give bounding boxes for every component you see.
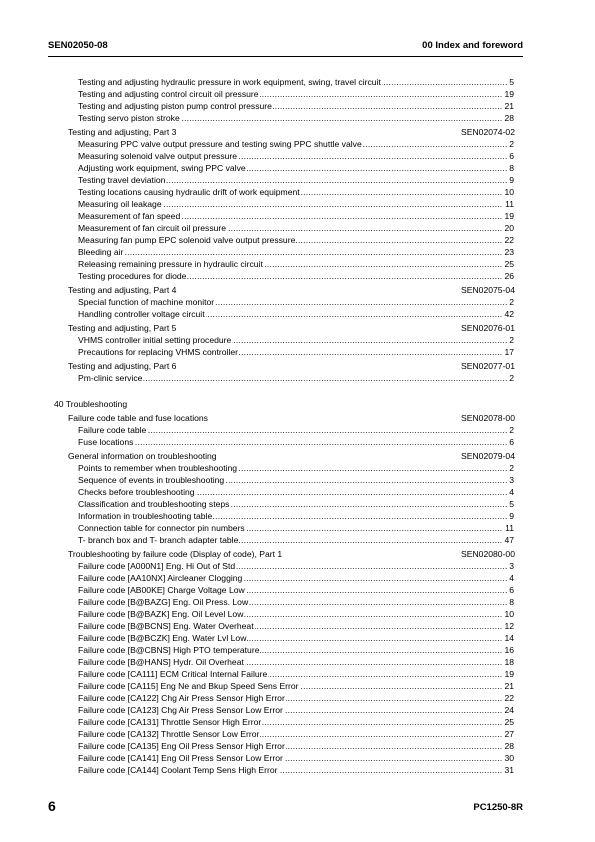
toc-doc-code: SEN02080-00 [461, 549, 515, 559]
toc-entry [78, 100, 514, 112]
toc-title: Handling controller voltage circuit [78, 309, 205, 319]
toc-page: 2 [509, 139, 514, 149]
toc-page: 3 [509, 475, 514, 485]
toc-entry [78, 424, 514, 436]
toc-page: 6 [509, 437, 514, 447]
toc-entry [78, 752, 514, 764]
toc-entry [78, 692, 514, 704]
toc-title: Testing travel deviation [78, 175, 166, 185]
toc-page: 12 [504, 621, 514, 631]
toc-title: Testing and adjusting, Part 3 [68, 127, 177, 137]
toc-entry [78, 308, 514, 320]
toc-title: Failure code [CA141] Eng Oil Press Sensor Low Error [78, 753, 283, 763]
leader-dots [78, 436, 514, 448]
toc-title: General information on troubleshooting [68, 451, 217, 461]
page-number: 6 [48, 798, 56, 814]
toc-title: Precautions for replacing VHMS controller [78, 347, 239, 357]
toc-entry [78, 88, 514, 100]
toc-page: 5 [509, 77, 514, 87]
toc-entry [78, 486, 514, 498]
toc-title: Failure code [CA115] Eng Ne and Bkup Speed Sens Error [78, 681, 299, 691]
toc-page: 31 [504, 765, 514, 775]
toc-title: Fuse locations [78, 437, 134, 447]
toc-page: 23 [504, 247, 514, 257]
toc-doc-code: SEN02074-02 [461, 127, 515, 137]
toc-page: 19 [504, 211, 514, 221]
toc-entry [78, 138, 514, 150]
toc-title: Testing and adjusting hydraulic pressure in work equipment, swing, travel circuit [78, 77, 381, 87]
toc-title: Testing servo piston stroke [78, 113, 180, 123]
table-of-contents [0, 76, 595, 776]
toc-page: 20 [504, 223, 514, 233]
toc-page: 22 [504, 693, 514, 703]
toc-page: 2 [509, 463, 514, 473]
toc-entry [78, 608, 514, 620]
toc-entry [78, 474, 514, 486]
toc-entry [78, 534, 514, 546]
toc-entry [78, 334, 514, 346]
toc-title: Measuring fan pump EPC solenoid valve output pressure [78, 235, 296, 245]
toc-section [68, 360, 515, 372]
toc-doc-code: SEN02075-04 [461, 285, 515, 295]
toc-page: 9 [509, 511, 514, 521]
toc-title: Measuring PPC valve output pressure and testing swing PPC shuttle valve [78, 139, 362, 149]
toc-title: T- branch box and T- branch adapter table [78, 535, 239, 545]
toc-title: Testing and adjusting control circuit oil pressure [78, 89, 259, 99]
toc-page: 16 [504, 645, 514, 655]
toc-page: 30 [504, 753, 514, 763]
toc-title: Sequence of events in troubleshooting [78, 475, 225, 485]
toc-page: 21 [504, 681, 514, 691]
toc-title: Special function of machine monitor [78, 297, 215, 307]
toc-page: 11 [505, 199, 514, 209]
toc-title: Measuring oil leakage [78, 199, 162, 209]
toc-entry [78, 716, 514, 728]
toc-page: 10 [504, 187, 514, 197]
toc-title: Failure code [AB00KE] Charge Voltage Low [78, 585, 245, 595]
toc-entry [78, 346, 514, 358]
toc-title: Failure code [CA144] Coolant Temp Sens High Error [78, 765, 278, 775]
header-rule [48, 56, 523, 57]
toc-title: VHMS controller initial setting procedure [78, 335, 232, 345]
toc-chapter [54, 398, 354, 410]
toc-title: 40 Troubleshooting [54, 399, 128, 409]
toc-title: Failure code [B@HANS] Hydr. Oil Overheat [78, 657, 244, 667]
toc-title: Failure code [CA123] Chg Air Press Sensor Low Error [78, 705, 283, 715]
toc-entry [78, 222, 514, 234]
toc-doc-code: SEN02077-01 [461, 361, 515, 371]
toc-section [68, 450, 515, 462]
toc-section [68, 126, 515, 138]
toc-entry [78, 632, 514, 644]
toc-title: Failure code table [78, 425, 147, 435]
toc-entry [78, 522, 514, 534]
section-title: 00 Index and foreword [422, 40, 523, 51]
toc-entry [78, 462, 514, 474]
toc-page: 19 [504, 89, 514, 99]
toc-entry [78, 498, 514, 510]
toc-title: Failure code [B@BCNS] Eng. Water Overheat [78, 621, 254, 631]
toc-entry [78, 186, 514, 198]
toc-page: 14 [504, 633, 514, 643]
toc-page: 3 [509, 561, 514, 571]
toc-title: Testing locations causing hydraulic drift of work equipment [78, 187, 300, 197]
toc-doc-code: SEN02079-04 [461, 451, 515, 461]
toc-section [68, 548, 515, 560]
toc-title: Measurement of fan circuit oil pressure [78, 223, 227, 233]
toc-entry [78, 584, 514, 596]
toc-entry [78, 704, 514, 716]
toc-entry [78, 112, 514, 124]
toc-title: Adjusting work equipment, swing PPC valve [78, 163, 246, 173]
toc-title: Testing and adjusting, Part 6 [68, 361, 177, 371]
toc-page: 21 [504, 101, 514, 111]
toc-entry [78, 246, 514, 258]
toc-page: 11 [505, 523, 514, 533]
toc-entry [78, 258, 514, 270]
toc-doc-code: SEN02078-00 [461, 413, 515, 423]
model-code: PC1250-8R [473, 802, 523, 813]
toc-title: Failure code [B@BCZK] Eng. Water Lvl Low [78, 633, 247, 643]
toc-title: Failure code [CA111] ECM Critical Internal Failure [78, 669, 268, 679]
toc-page: 26 [504, 271, 514, 281]
toc-title: Failure code [B@BAZK] Eng. Oil Level Low [78, 609, 244, 619]
toc-title: Failure code [CA132] Throttle Sensor Low Error [78, 729, 260, 739]
toc-title: Pm-clinic service [78, 373, 143, 383]
toc-page: 8 [509, 597, 514, 607]
toc-entry [78, 372, 514, 384]
toc-page: 27 [504, 729, 514, 739]
toc-entry [78, 150, 514, 162]
toc-section [68, 412, 515, 424]
toc-page: 8 [509, 163, 514, 173]
toc-title: Failure code table and fuse locations [68, 413, 208, 423]
toc-page: 17 [504, 347, 514, 357]
toc-title: Classification and troubleshooting steps [78, 499, 230, 509]
toc-page: 25 [504, 259, 514, 269]
toc-entry [78, 680, 514, 692]
toc-page: 28 [504, 741, 514, 751]
toc-entry [78, 740, 514, 752]
toc-page: 28 [504, 113, 514, 123]
toc-section [68, 284, 515, 296]
toc-entry [78, 668, 514, 680]
document-code: SEN02050-08 [48, 40, 108, 51]
leader-dots [78, 246, 514, 258]
toc-page: 47 [504, 535, 514, 545]
toc-title: Connection table for connector pin numbers [78, 523, 245, 533]
toc-title: Troubleshooting by failure code (Display of code), Part 1 [68, 549, 283, 559]
toc-page: 18 [504, 657, 514, 667]
toc-page: 2 [509, 297, 514, 307]
toc-page: 9 [509, 175, 514, 185]
toc-page: 42 [504, 309, 514, 319]
toc-entry [78, 510, 514, 522]
toc-entry [78, 234, 514, 246]
toc-entry [78, 560, 514, 572]
toc-title: Points to remember when troubleshooting [78, 463, 238, 473]
toc-entry [78, 296, 514, 308]
toc-section [68, 322, 515, 334]
toc-page: 6 [509, 151, 514, 161]
toc-entry [78, 764, 514, 776]
toc-doc-code: SEN02076-01 [461, 323, 515, 333]
toc-title: Testing and adjusting, Part 5 [68, 323, 177, 333]
toc-title: Measuring solenoid valve output pressure [78, 151, 238, 161]
toc-title: Failure code [B@CBNS] High PTO temperature [78, 645, 260, 655]
toc-title: Failure code [A000N1] Eng. Hi Out of Std [78, 561, 236, 571]
toc-entry [78, 572, 514, 584]
toc-entry [78, 596, 514, 608]
toc-title: Measurement of fan speed [78, 211, 181, 221]
toc-title: Failure code [CA135] Eng Oil Press Sensor High Error [78, 741, 285, 751]
toc-title: Testing procedures for diode [78, 271, 187, 281]
toc-title: Bleeding air [78, 247, 124, 257]
toc-title: Testing and adjusting piston pump control pressure [78, 101, 272, 111]
toc-entry [78, 656, 514, 668]
toc-entry [78, 210, 514, 222]
toc-title: Information in troubleshooting table [78, 511, 213, 521]
toc-entry [78, 270, 514, 282]
toc-page: 2 [509, 335, 514, 345]
toc-title: Testing and adjusting, Part 4 [68, 285, 177, 295]
toc-title: Checks before troubleshooting [78, 487, 195, 497]
toc-title: Failure code [B@BAZG] Eng. Oil Press. Low [78, 597, 249, 607]
toc-page: 25 [504, 717, 514, 727]
toc-page: 6 [509, 585, 514, 595]
toc-page: 24 [504, 705, 514, 715]
toc-title: Releasing remaining pressure in hydraulic circuit [78, 259, 263, 269]
toc-page: 19 [504, 669, 514, 679]
toc-entry [78, 174, 514, 186]
toc-title: Failure code [CA131] Throttle Sensor High Error [78, 717, 262, 727]
toc-page: 5 [509, 499, 514, 509]
toc-page: 2 [509, 373, 514, 383]
toc-entry [78, 644, 514, 656]
toc-title: Failure code [AA10NX] Aircleaner Clogging [78, 573, 243, 583]
toc-entry [78, 620, 514, 632]
toc-page: 10 [504, 609, 514, 619]
toc-entry [78, 198, 514, 210]
toc-entry [78, 76, 514, 88]
toc-entry [78, 728, 514, 740]
toc-entry [78, 162, 514, 174]
toc-page: 2 [509, 425, 514, 435]
toc-page: 4 [509, 487, 514, 497]
toc-page: 22 [504, 235, 514, 245]
toc-entry [78, 436, 514, 448]
toc-page: 4 [509, 573, 514, 583]
toc-title: Failure code [CA122] Chg Air Press Sensor High Error [78, 693, 285, 703]
